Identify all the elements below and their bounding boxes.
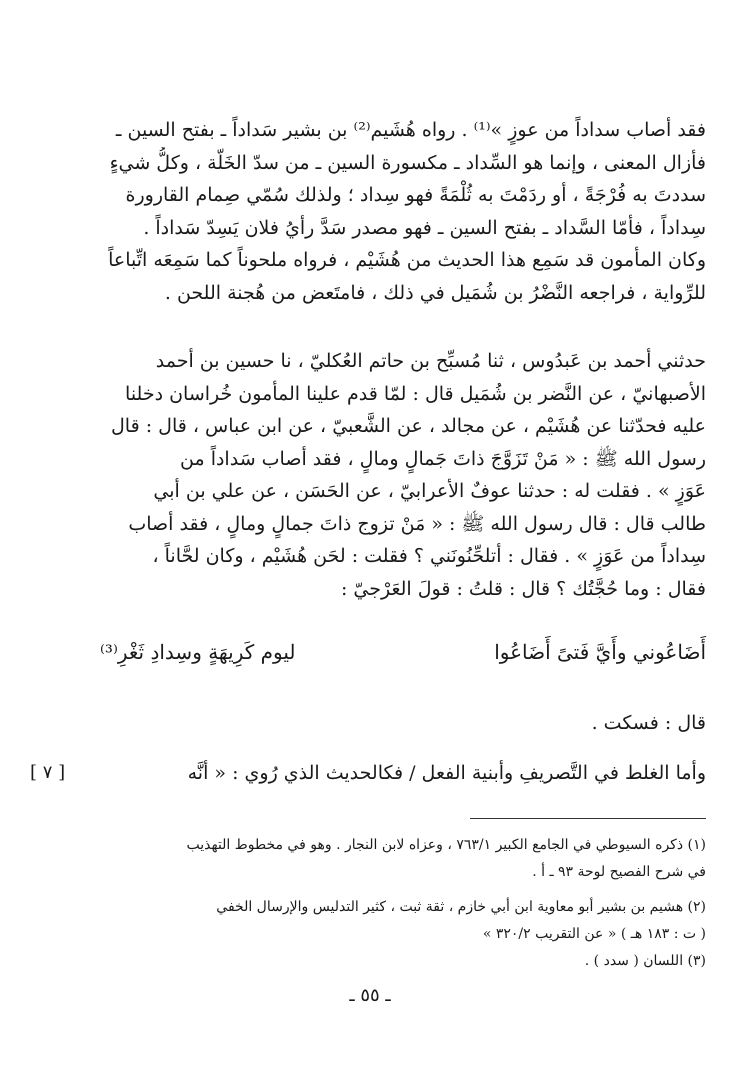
text-line: فأزال المعنى ، وإنما هو السِّداد ـ مكسورة السين ـ من سدّ الخَلّة ، وكلُّ شيءٍ <box>109 151 706 174</box>
text-line: سِداداً ، فأمّا السَّداد ـ بفتح السين ـ فهو مصدر سَدَّ رأيُ فلان يَسِدّ سَداداً . <box>143 216 706 239</box>
text-line: فقال : وما حُجَّتُك ؟ قال : قلتُ : قولَ العَرْجيّ : <box>340 577 706 600</box>
section-start-line: وأما الغلط في التَّصريفِ وأبنية الفعل / فكالحديث الذي رُوي : « أنَّه <box>187 762 706 784</box>
text-line: رسول الله ﷺ : « مَنْ تَزَوَّجَ ذاتَ جَمالٍ ومالٍ ، فقد أصاب سَداداً من <box>180 447 706 470</box>
footnote-line: في شرح الفصيح لوحة ٩٣ ـ أ . <box>532 864 706 880</box>
text-line: وكان المأمون قد سَمِع هذا الحديث من هُشَيْم ، فرواه ملحوناً كما سَمِعَه اتِّباعاً <box>108 249 706 271</box>
footnote-divider <box>470 818 706 819</box>
poem-verse <box>100 640 706 680</box>
footnote-line: (٣) اللسان ( سدد ) . <box>584 953 706 969</box>
page-marker: [ ٧ ] <box>30 762 66 783</box>
text-line: سِداداً من عَوَزٍ » . فقال : أتلحِّنُونَني ؟ فقلت : لحَن هُشَيْم ، وكان لحَّاناً ، <box>152 545 706 567</box>
text-line: الأصبهانيّ ، عن النَّضر بن شُمَيل قال : لمّا قدم علينا المأمون خُراسان دخلنا <box>125 382 706 405</box>
footnote-line: (٢) هشيم بن بشير أبو معاوية ابن أبي خازم ، ثقة ثبت ، كثير التدليس والإرسال الخفي <box>216 899 706 915</box>
poem-second-hemistich: ليوم كَرِيهَةٍ وسِدادِ ثَغْرِ⁽³⁾ <box>100 640 296 664</box>
page-number: ـ ٥٥ ـ <box>349 985 391 1006</box>
text-line: حدثني أحمد بن عَبدُوس ، ثنا مُسبِّح بن حاتم العُكليّ ، نا حسين بن أحمد <box>155 350 706 372</box>
text-line: عليه فحدّثنا عن هُشَيْم ، عن مجالد ، عن الشَّعبيّ ، عن ابن عباس ، قال : قال <box>110 415 706 437</box>
after-poem-line: قال : فسكت . <box>591 712 706 734</box>
footnote-line: ( ت : ١٨٣ هـ ) « عن التقريب ٣٢٠/٢ » <box>482 926 706 942</box>
text-line: للرِّواية ، فراجعه النَّضْرُ بن شُمَيل في ذلك ، فامتَعض من هُجنة اللحن . <box>164 281 706 304</box>
footnote-line: (١) ذكره السيوطي في الجامع الكبير ٧٦٣/١ ، وعزاه لابن النجار . وهو في مخطوط التهذيب <box>186 837 706 853</box>
text-line: سددتَ به فُرْجَةً ، أو ردَمْتَ به ثُلْمَةً فهو سِداد ؛ ولذلك سُمّي صِمام القارورة <box>125 184 706 206</box>
text-line: طالب قال : قال رسول الله ﷺ : « مَنْ تزوج ذاتَ جمالٍ ومالٍ ، فقد أصاب <box>128 512 706 535</box>
poem-first-hemistich: أَضَاعُوني وأَيَّ فَتىً أَضَاعُوا <box>494 640 706 664</box>
text-line: فقد أصاب سداداً من عوزٍ »⁽¹⁾ . رواه هُشَيم⁽²⁾ بن بشير سَداداً ـ بفتح السين ـ <box>115 119 706 141</box>
text-line: عَوَزٍ » . فقلت له : حدثنا عوفٌ الأعرابيّ ، عن الحَسَن ، عن علي بن أبي <box>153 480 706 502</box>
paragraph-2 <box>92 345 706 605</box>
footnotes <box>92 832 706 975</box>
paragraph-1 <box>92 114 706 309</box>
footnote-spacer <box>92 886 706 894</box>
